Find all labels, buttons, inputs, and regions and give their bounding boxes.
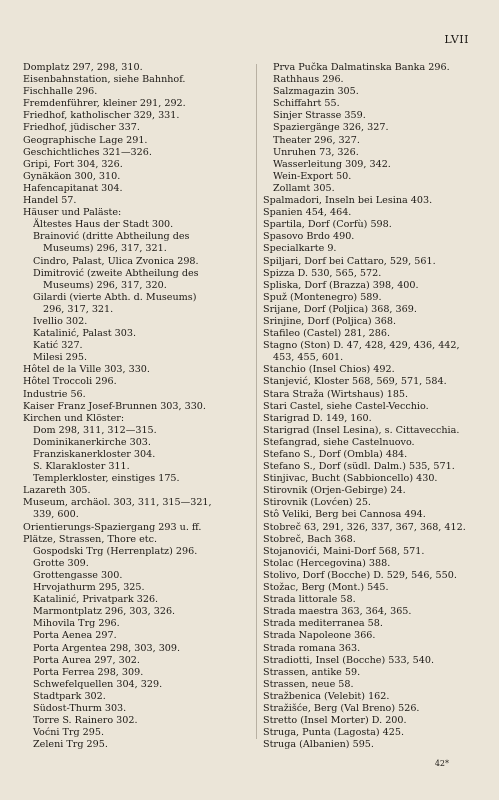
index-entry: Milesi 295. [33, 352, 88, 364]
index-entry: 296, 317, 321. [43, 303, 114, 315]
index-entry: Strada romana 363. [263, 642, 361, 654]
index-entry: Katić 327. [33, 340, 83, 352]
index-entry: Struga, Punta (Lagosta) 425. [263, 727, 404, 739]
index-entry: Hrvojathurm 295, 325. [33, 582, 145, 594]
index-entry: Salzmagazin 305. [273, 86, 359, 98]
index-entry: Zollamt 305. [273, 182, 335, 194]
index-entry: Stinjivac, Bucht (Sabbioncello) 430. [263, 473, 438, 485]
index-entry: Grottengasse 300. [33, 569, 123, 581]
index-entry: Stobreč 63, 291, 326, 337, 367, 368, 412. [263, 521, 466, 533]
signature-mark: 42* [434, 759, 449, 768]
index-entry: Stradiotti, Insel (Bocche) 533, 540. [263, 654, 435, 666]
index-entry: Brainović (dritte Abtheilung des [33, 231, 190, 243]
index-entry: Schiffahrt 55. [273, 98, 340, 110]
index-entry: Museum, archäol. 303, 311, 315—321, [23, 497, 212, 509]
index-entry: Grotte 309. [33, 557, 89, 569]
index-entry: Spizza D. 530, 565, 572. [263, 267, 382, 279]
index-entry: Stanjević, Kloster 568, 569, 571, 584. [263, 376, 447, 388]
index-entry: Strada littorale 58. [263, 594, 356, 606]
index-entry: Dom 298, 311, 312—315. [33, 424, 157, 436]
index-entry: 453, 455, 601. [273, 352, 344, 364]
index-entry: Fischhalle 296. [23, 86, 98, 98]
index-entry: Stolivo, Dorf (Bocche) D. 529, 546, 550. [263, 569, 457, 581]
index-entry: Spasovo Brdo 490. [263, 231, 355, 243]
index-entry: Spuž (Montenegro) 589. [263, 291, 382, 303]
index-entry: Templerkloster, einstiges 175. [33, 473, 180, 485]
index-entry: Domplatz 297, 298, 310. [23, 62, 143, 73]
index-entry: Lazareth 305. [23, 485, 91, 497]
index-entry: Hafencapitanat 304. [23, 182, 123, 194]
index-column-right [263, 62, 479, 751]
index-entry: Stožac, Berg (Mont.) 545. [263, 582, 389, 594]
index-entry: Handel 57. [23, 195, 77, 207]
index-column-left [23, 62, 255, 751]
index-entry: Friedhof, jüdischer 337. [23, 122, 140, 134]
index-entry: Srijane, Dorf (Poljica) 368, 369. [263, 303, 417, 315]
index-entry: Geographische Lage 291. [23, 134, 148, 146]
index-entry: Sinjer Strasse 359. [273, 110, 366, 122]
index-entry: Porta Ferrea 298, 309. [33, 666, 144, 678]
index-entry: Theater 296, 327. [273, 134, 360, 146]
index-entry: Katalinić, Palast 303. [33, 328, 137, 340]
index-entry: Spanien 454, 464. [263, 207, 352, 219]
index-entry: Wein-Export 50. [273, 170, 352, 182]
index-entry: Rathhaus 296. [273, 74, 344, 86]
index-entry: Stefano S., Dorf (Ombla) 484. [263, 449, 408, 460]
index-entry: Ivellio 302. [33, 315, 88, 327]
index-entry: Kaiser Franz Josef-Brunnen 303, 330. [23, 400, 206, 412]
index-entry: Voćni Trg 295. [33, 727, 105, 739]
index-entry: Stražišće, Berg (Val Breno) 526. [263, 702, 420, 714]
index-entry: Katalinić, Privatpark 326. [33, 594, 159, 606]
index-entry: S. Klarakloster 311. [33, 461, 130, 473]
index-entry: Strada Napoleone 366. [263, 630, 376, 642]
index-entry: Stojanovići, Maini-Dorf 568, 571. [263, 545, 425, 557]
index-entry: Museums) 296, 317, 321. [43, 243, 167, 255]
index-entry: Museums) 296, 317, 320. [43, 279, 167, 291]
index-entry: Stadtpark 302. [33, 690, 106, 702]
index-entry: Stara Straža (Wirtshaus) 185. [263, 388, 409, 400]
index-entry: Ältestes Haus der Stadt 300. [33, 219, 174, 231]
index-entry: Starigrad (Insel Lesina), s. Cittavecchia. [263, 424, 460, 436]
index-entry: Marmontplatz 296, 303, 326. [33, 606, 176, 618]
index-entry: Stretto (Insel Morter) D. 200. [263, 715, 407, 727]
index-entry: Stô Veliki, Berg bei Cannosa 494. [263, 509, 426, 521]
index-entry: Häuser und Paläste: [23, 207, 122, 219]
index-entry: Dominikanerkirche 303. [33, 436, 151, 448]
index-entry: Mihovila Trg 296. [33, 618, 120, 630]
index-entry: Struga (Albanien) 595. [263, 739, 374, 751]
index-entry: Stafileo (Castel) 281, 286. [263, 328, 391, 340]
index-entry: Porta Argentea 298, 303, 309. [33, 642, 181, 654]
index-entry: Hôtel de la Ville 303, 330. [23, 364, 150, 376]
index-entry: Strassen, antike 59. [263, 666, 361, 678]
index-entry: Schwefelquellen 304, 329. [33, 678, 163, 690]
index-entry: Spiljari, Dorf bei Cattaro, 529, 561. [263, 255, 436, 267]
index-entry: Gripi, Fort 304, 326. [23, 158, 123, 170]
page-number: LVII [444, 33, 469, 46]
index-entry: Gynäkäon 300, 310. [23, 170, 121, 182]
index-entry: Stanchio (Insel Chios) 492. [263, 364, 395, 376]
index-entry: Hôtel Troccoli 296. [23, 376, 117, 388]
index-entry: Wasserleitung 309, 342. [273, 158, 391, 170]
index-entry: Gospodski Trg (Herrenplatz) 296. [33, 545, 198, 557]
index-entry: Stražbenica (Velebit) 162. [263, 690, 390, 702]
index-entry: Kirchen und Klöster: [23, 412, 125, 424]
index-entry: Specialkarte 9. [263, 243, 337, 255]
index-entry: Strada maestra 363, 364, 365. [263, 606, 412, 618]
index-entry: Porta Aurea 297, 302. [33, 654, 140, 666]
index-entry: Fremdenführer, kleiner 291, 292. [23, 98, 186, 110]
index-entry: Torre S. Rainero 302. [33, 715, 138, 727]
index-entry: Stobreč, Bach 368. [263, 533, 356, 545]
index-entry: Zeleni Trg 295. [33, 739, 108, 751]
index-entry: Stefangrad, siehe Castelnuovo. [263, 436, 415, 448]
index-entry: Unruhen 73, 326. [273, 146, 359, 158]
index-entry: Industrie 56. [23, 388, 86, 400]
index-entry: Spaziergänge 326, 327. [273, 122, 389, 134]
index-entry: Dimitrović (zweite Abtheilung des [33, 267, 199, 279]
index-entry: Spliska, Dorf (Brazza) 398, 400. [263, 279, 419, 291]
index-entry: Stirovnik (Lovćen) 25. [263, 497, 371, 509]
index-entry: 339, 600. [33, 509, 79, 521]
index-entry: Geschichtliches 321—326. [23, 146, 152, 158]
index-entry: Spalmadori, Inseln bei Lesina 403. [263, 195, 433, 207]
index-entry: Franziskanerkloster 304. [33, 449, 156, 460]
column-divider [256, 64, 257, 739]
index-entry: Cindro, Palast, Ulica Zvonica 298. [33, 255, 199, 267]
index-entry: Stolac (Hercegovina) 388. [263, 557, 391, 569]
index-entry: Stari Castel, siehe Castel-Vecchio. [263, 400, 429, 412]
index-entry: Gilardi (vierte Abth. d. Museums) [33, 291, 197, 303]
index-entry: Porta Aenea 297. [33, 630, 117, 642]
index-entry: Prva Pučka Dalmatinska Banka 296. [273, 62, 450, 73]
index-entry: Stirovnik (Orjen-Gebirge) 24. [263, 485, 406, 497]
index-entry: Strada mediterranea 58. [263, 618, 383, 630]
index-entry: Orientierungs-Spaziergang 293 u. ff. [23, 521, 202, 533]
index-entry: Spartila, Dorf (Corfù) 598. [263, 219, 392, 231]
index-entry: Eisenbahnstation, siehe Bahnhof. [23, 74, 186, 86]
index-entry: Friedhof, katholischer 329, 331. [23, 110, 180, 122]
index-entry: Plätze, Strassen, Thore etc. [23, 533, 158, 545]
index-entry: Stagno (Ston) D. 47, 428, 429, 436, 442, [263, 340, 460, 352]
index-entry: Starigrad D. 149, 160. [263, 412, 372, 424]
index-entry: Stefano S., Dorf (südl. Dalm.) 535, 571. [263, 461, 455, 473]
index-entry: Srinjine, Dorf (Poljica) 368. [263, 315, 397, 327]
index-entry: Strassen, neue 58. [263, 678, 354, 690]
index-entry: Südost-Thurm 303. [33, 702, 127, 714]
